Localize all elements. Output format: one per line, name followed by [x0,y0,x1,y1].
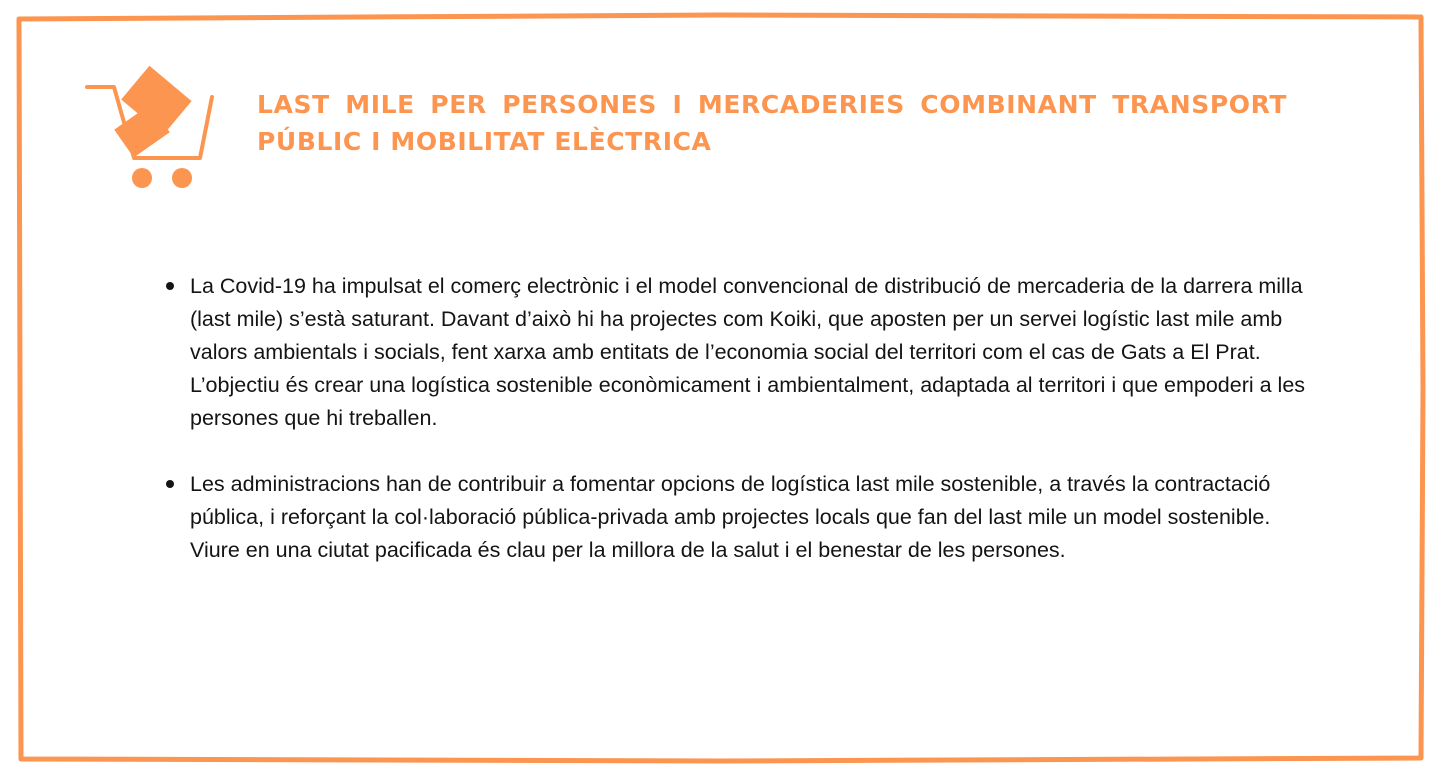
bullet-list [190,270,1320,600]
bullet-item-covid-last-mile: La Covid-19 ha impulsat el comerç electrònic i el model convencional de distribució de mercaderia de la darrera milla (last mile) s’està saturant. Davant d’això hi ha projectes com Koiki, que aposten per un servei logístic last mile amb valors ambientals i socials, fent xarxa amb entitats de l’economia social del territori com el cas de Gats a El Prat. L’objectiu és crear una logística sostenible econòmicament i ambientalment, adaptada al territori i que empoderi a les persones que hi treballen. [190,270,1320,435]
bullet-item-administrations: Les administracions han de contribuir a fomentar opcions de logística last mile sostenible, a través la contractació pública, i reforçant la col·laboració pública-privada amb projectes locals que fan del last mile un model sostenible. Viure en una ciutat pacificada és clau per la millora de la salut i el benestar de les persones. [190,468,1320,567]
page-title: LAST MILE PER PERSONES I MERCADERIES COMBINANT TRANSPORT PÚBLIC I MOBILITAT ELÈCTRICA [257,90,1287,156]
shopping-cart-icon [84,58,214,192]
